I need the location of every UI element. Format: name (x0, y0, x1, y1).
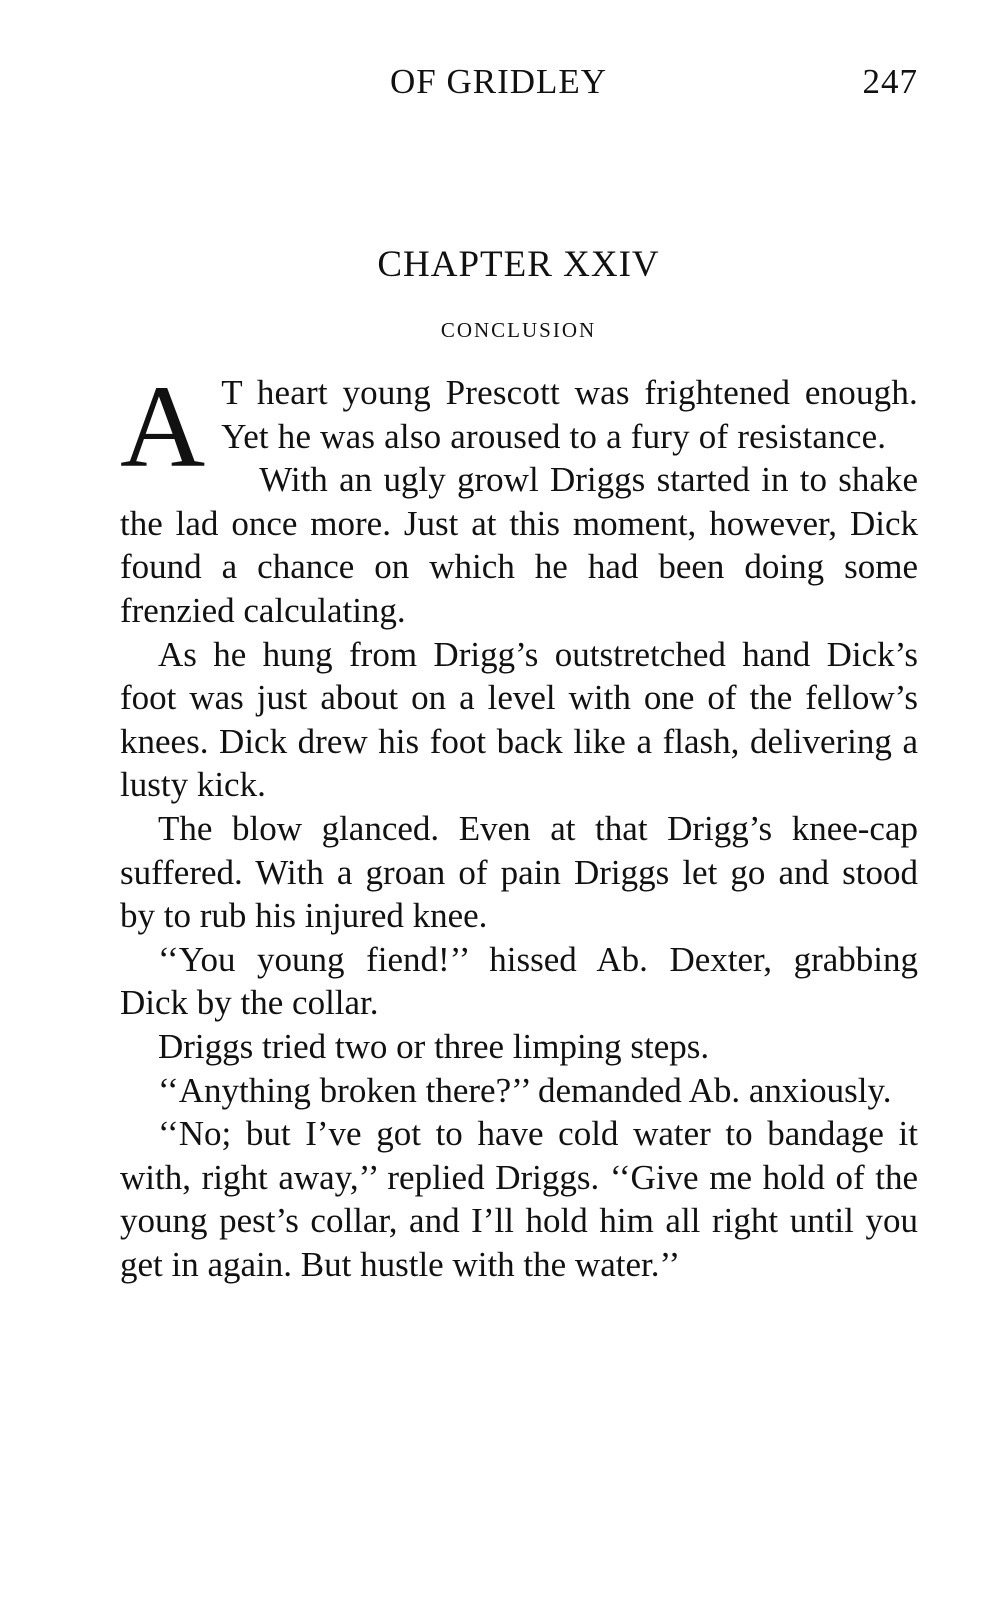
paragraph-5: ‘‘You young fiend!’’ hissed Ab. Dexter, grabbing Dick by the collar. (120, 939, 918, 1023)
running-head (120, 62, 918, 106)
page-number: 247 (862, 62, 918, 101)
running-title: OF GRIDLEY (390, 62, 608, 101)
paragraph-6: Driggs tried two or three limping steps. (158, 1026, 710, 1066)
chapter-body (120, 361, 918, 1286)
paragraph-8: ‘‘No; but I’ve got to have cold water to bandage it with, right away,’’ replied Driggs. ‘‘Give me hold of the young pest’s collar, and I’ll hold him all right until you get in again. But hustle with the water.’’ (120, 1114, 918, 1284)
paragraph-1 (120, 361, 918, 492)
chapter-heading: CHAPTER XXIV (377, 244, 660, 285)
paragraph-4: The blow glanced. Even at that Drigg’s knee-cap suffered. With a groan of pain Driggs let go and stood by to rub his injured knee. (120, 808, 918, 936)
paragraph-2: With an ugly growl Driggs started in to shake the lad once more. Just at this moment, however, Dick found a chance on which he had been doing some frenzied calculating. (120, 460, 918, 630)
paragraph-3: As he hung from Drigg’s outstretched hand Dick’s foot was just about on a level with one of the fellow’s knees. Dick drew his foot back like a flash, delivering a lusty kick. (120, 634, 918, 805)
chapter-subtitle: CONCLUSION (440, 318, 597, 342)
drop-cap: A (120, 361, 206, 492)
paragraph-7: ‘‘Anything broken there?’’ demanded Ab. anxiously. (158, 1070, 892, 1110)
paragraph-1-text: T heart young Prescott was frightened enough. Yet he was also aroused to a fury of resistance. (221, 373, 918, 456)
